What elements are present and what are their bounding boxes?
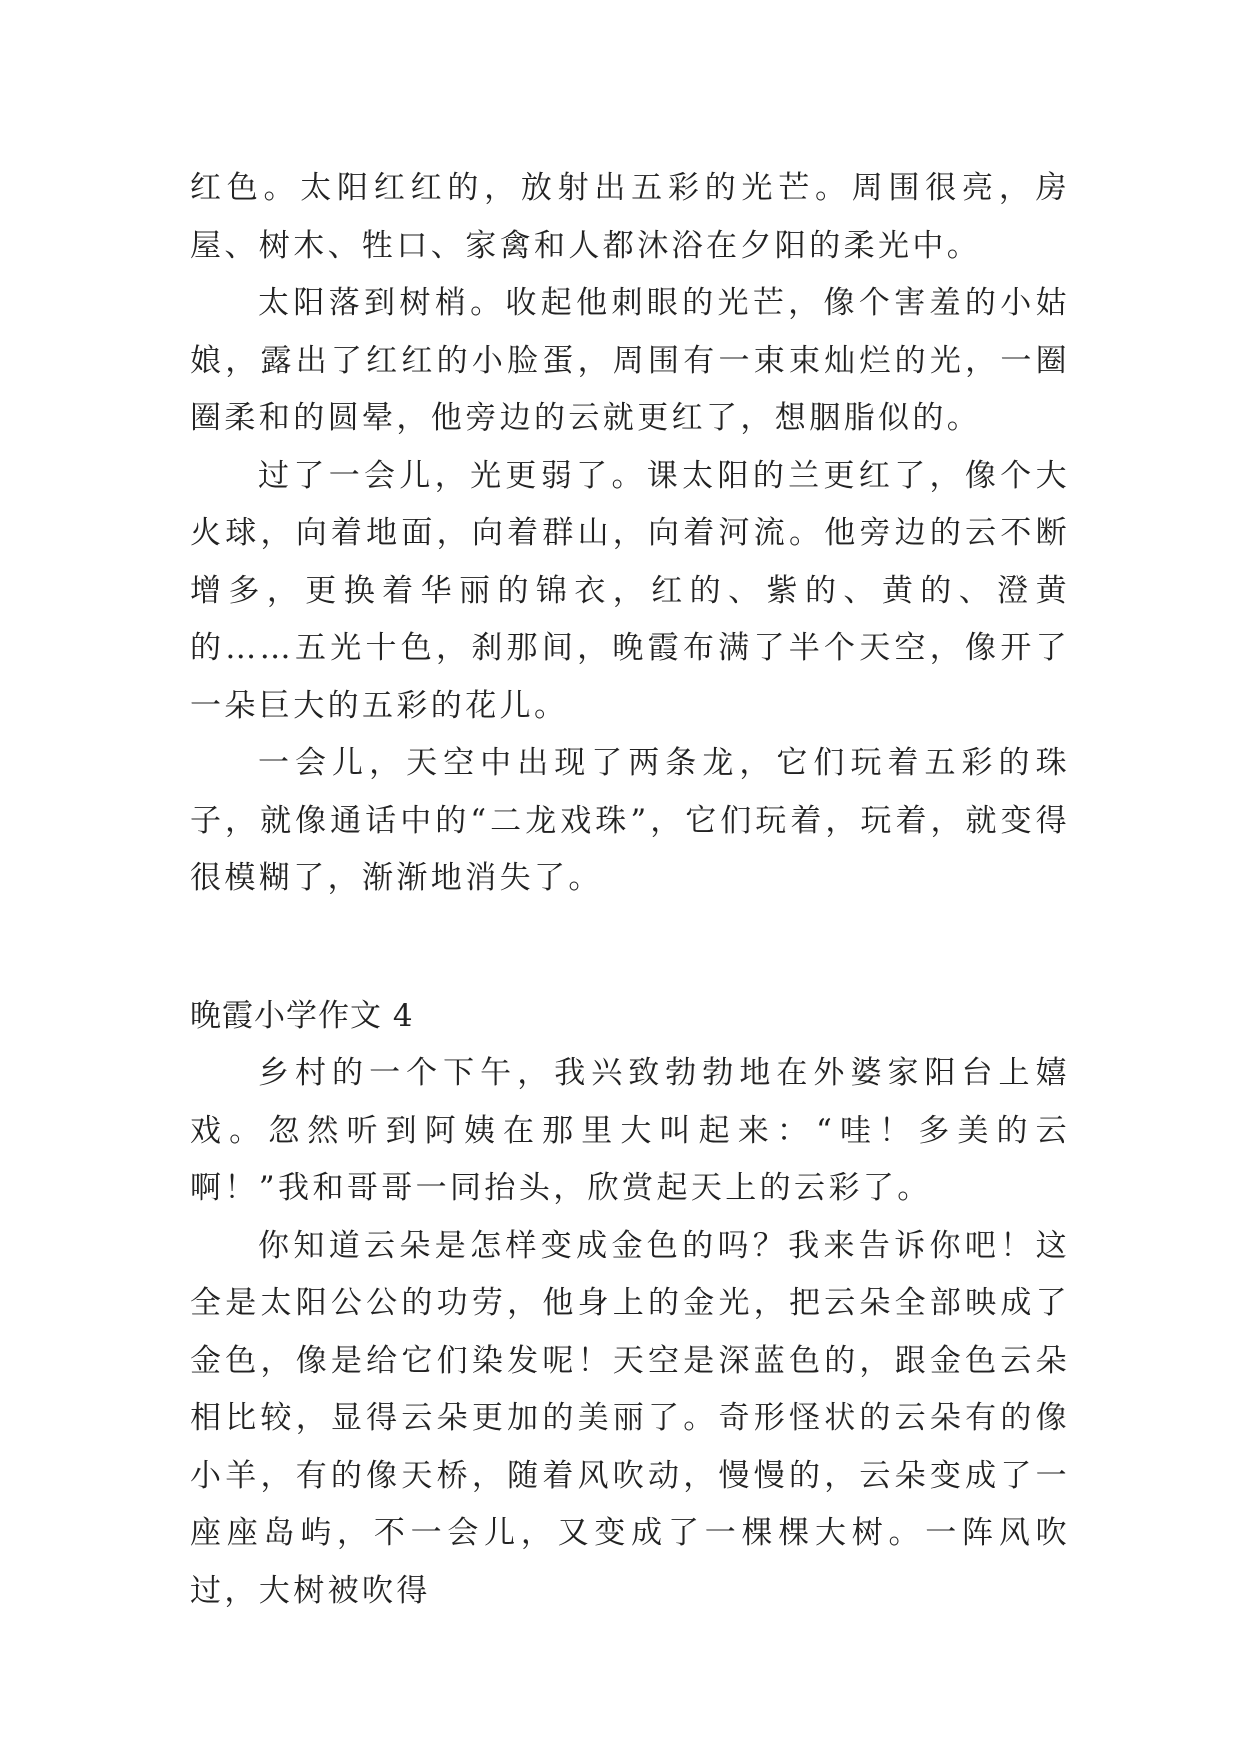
paragraph: 过了一会儿，光更弱了。课太阳的兰更红了，像个大火球，向着地面，向着群山，向着河流。他旁边的云不断增多，更换着华丽的锦衣，红的、紫的、黄的、澄黄的……五光十色，刹那间，晚霞布满了半个天空，像开了一朵巨大的五彩的花儿。	[190, 457, 1070, 724]
paragraph: 乡村的一个下午，我兴致勃勃地在外婆家阳台上嬉戏。忽然听到阿姨在那里大叫起来：“哇！多美的云啊！”我和哥哥一同抬头，欣赏起天上的云彩了。	[190, 1055, 1070, 1206]
paragraph: 一会儿，天空中出现了两条龙，它们玩着五彩的珠子，就像通话中的“二龙戏珠”，它们玩着，玩着，就变得很模糊了，渐渐地消失了。	[190, 745, 1070, 896]
paragraph: 你知道云朵是怎样变成金色的吗？我来告诉你吧！这全是太阳公公的功劳，他身上的金光，把云朵全部映成了金色，像是给它们染发呢！天空是深蓝色的，跟金色云朵相比较，显得云朵更加的美丽了。奇形怪状的云朵有的像小羊，有的像天桥，随着风吹动，慢慢的，云朵变成了一座座岛屿，不一会儿，又变成了一棵棵大树。一阵风吹过，大树被吹得	[190, 1227, 1070, 1609]
paragraph: 太阳落到树梢。收起他刺眼的光芒，像个害羞的小姑娘，露出了红红的小脸蛋，周围有一束束灿烂的光，一圈圈柔和的圆晕，他旁边的云就更红了，想胭脂似的。	[190, 285, 1070, 436]
document-body	[190, 160, 1070, 1620]
paragraph: 红色。太阳红红的，放射出五彩的光芒。周围很亮，房屋、树木、牲口、家禽和人都沐浴在夕阳的柔光中。	[190, 170, 1070, 264]
section-title: 晚霞小学作文 4	[190, 997, 414, 1034]
